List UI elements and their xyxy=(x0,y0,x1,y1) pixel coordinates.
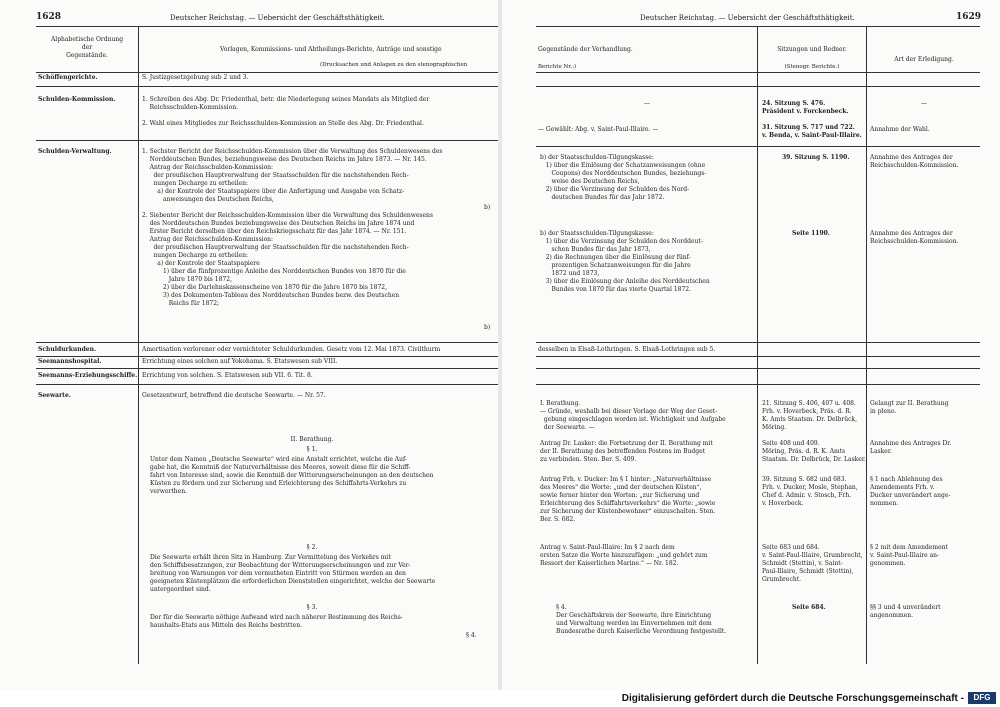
left-col2-subheader: (Drucksachen und Anlagen zu den stenographischen xyxy=(320,62,468,68)
row-4-c1: b) der Staatsschulden-Tilgungskasse: 1) über die Verzinsung der Schulden des Norddeut- schen Bundes für das Jahr 1873, 2) die Rechnungen über die Einlösung der fünf- prozentigen Schatzanweisungen für die Jahre 1872 und 1873, 3) über die Einlösung der Anleihe des Norddeutschen Bundes von 1870 für das vierte Quartal 1872. xyxy=(540,230,710,293)
right-rule-1 xyxy=(536,86,980,87)
seewarte-heading: II. Berathung. xyxy=(290,436,334,443)
entry-seewarte: Gesetzentwurf, betreffend die deutsche Seewarte. — Nr. 57. xyxy=(142,392,326,399)
catchword: § 4. xyxy=(466,632,477,639)
entry-schulden-kommission: 1. Schreiben des Abg. Dr. Friedenthal, betr. die Niederlegung seines Mandats als Mitglied der Reichsschulden-Kommission. 2. Wahl eines Mitgliedes zur Reichsschulden-Kommission an Stelle des Abg. Dr. Friedenthal. xyxy=(142,96,430,127)
right-rule-6 xyxy=(536,384,980,385)
right-col1-sub: Berichte Nr.:) xyxy=(538,64,577,70)
left-col2-header: Vorlagen, Kommissions- und Abtheilungs-Berichte, Anträge und sonstige xyxy=(220,46,442,53)
seewarte-row-1-c3: Gelangt zur II. Berathung in pleno. xyxy=(870,400,949,415)
b-marker-1: b) xyxy=(484,204,491,211)
row-1-c2: 24. Sitzung S. 476. Präsident v. Forckenbeck. xyxy=(762,100,849,115)
seewarte-row-3-c2: 39. Sitzung S. 682 und 683. Frh. v. Ducker, Mosle, Stephan, Chef d. Admir. v. Stosch, Frh. v. Hoverbeck. xyxy=(762,476,858,507)
right-rule-header xyxy=(536,72,980,73)
right-running-header: Deutscher Reichstag. — Uebersicht der Geschäftsthätigkeit. xyxy=(640,14,855,22)
row-4-c3: Annahme des Antrages der Reichsschulden-Kommission. xyxy=(870,230,959,245)
subject-schulden-verwaltung: Schulden-Verwaltung. xyxy=(38,148,112,155)
right-col3-header: Art der Erledigung. xyxy=(894,56,954,63)
paragraph-2-text: Die Seewarte erhält ihren Sitz in Hamburg. Zur Vermittelung des Verkehrs mit den Schiffsbesatzungen, zur Beobachtung der Witterungserscheinungen und zur Ver- breitung von Warnungen vor dem vermutheten Eintritt von Stürmen werden an den geeigneten Küstenplätzen die erforderlichen Dienststellen eingerichtet, welche der Seewarte untergeordnet sind. xyxy=(150,554,436,593)
left-rule-2 xyxy=(36,140,498,141)
seewarte-row-5-c3: §§ 3 und 4 unverändert angenommen. xyxy=(870,604,941,619)
left-rule-1 xyxy=(36,86,498,87)
seewarte-row-1-c1: I. Berathung. — Gründe, weshalb bei dieser Vorlage der Weg der Geset- gebung eingeschlagen worden ist. Wichtigkeit und Aufgabe der Seewarte. — xyxy=(540,400,726,431)
subject-seemanns-erziehungsschiffe: Seemanns-Erziehungsschiffe. xyxy=(38,372,138,379)
right-rule-5 xyxy=(536,368,980,369)
subject-schoeffengerichte: Schöffengerichte. xyxy=(38,74,98,81)
left-rule-4 xyxy=(36,356,498,357)
subject-seemannshospital: Seemannshospital. xyxy=(38,358,102,365)
right-col-divider-1 xyxy=(757,26,758,664)
right-rule-4 xyxy=(536,356,980,357)
paragraph-2-number: § 2. xyxy=(306,544,318,551)
left-rule-6 xyxy=(36,384,498,385)
entry-schuldurkunden: Amortisation verlorener oder vernichteter Schuldurkunden. Gesetz vom 12. Mai 1873. Civilthurm xyxy=(142,346,441,353)
subject-seewarte: Seewarte. xyxy=(38,392,71,399)
row-3-c2: 39. Sitzung S. 1190. xyxy=(782,154,850,161)
entry-schoeffengerichte: S. Justizgesetzgebung sub 2 und 3. xyxy=(142,74,249,81)
dfg-logo: DFG xyxy=(968,692,996,704)
b-marker-2: b) xyxy=(484,324,491,331)
seewarte-row-4-c2: Seite 683 und 684. v. Saint-Paul-Illaire, Grumbrecht, Schmidt (Stettin), v. Saint- Paul-Illaire, Schmidt (Stettin), Grumbrecht. xyxy=(762,544,863,583)
left-rule-5 xyxy=(36,368,498,369)
paragraph-3-number: § 3. xyxy=(306,604,318,611)
seewarte-row-4-c1: Antrag v. Saint-Paul-Illaire: Im § 2 nach dem ersten Satze die Worte hinzuzufügen: „und gehört zum Ressort der Kaiserlichen Marine.“ — Nr. 182. xyxy=(540,544,708,567)
footer-credit: Digitalisierung gefördert durch die Deutsche Forschungsgemeinschaft - xyxy=(621,693,964,704)
seewarte-row-2-c3: Annahme des Antrages Dr. Lasker. xyxy=(870,440,952,455)
subject-schulden-kommission: Schulden-Kommission. xyxy=(38,96,116,103)
seewarte-row-3-c1: Antrag Frh. v. Ducker: Im § 1 hinter: „Naturverhältnisse des Meeres“ die Worte: „und der deutschen Küsten“, sowie ferner hinter den Worten: „zur Sicherung und Erleichterung des Schiffahrtsverkehrs“ die Worte: „sowie zur Sicherung der Küstenbewohner“ einzuschalten. Sten. Ber. S. 682. xyxy=(540,476,716,523)
left-running-header: Deutscher Reichstag. — Uebersicht der Geschäftsthätigkeit. xyxy=(170,14,385,22)
subject-schuldurkunden: Schuldurkunden. xyxy=(38,346,97,353)
paragraph-3-text: Der für die Seewarte nöthige Aufwand wird nach näherer Bestimmung des Reichs- haushalts-Etats aus Mitteln des Reichs bestritten. xyxy=(150,614,403,629)
footer-bar xyxy=(0,690,1000,707)
row-3-c1: b) der Staatsschulden-Tilgungskasse: 1) über die Einlösung der Schatzanweisungen (ohne Coupons) des Norddeutschen Bundes, beziehungs- weise des Deutschen Reichs, 2) über die Verzinsung der Schulden des Nord- deutschen Bundes für das Jahr 1872. xyxy=(540,154,707,201)
right-col2-header: Sitzungen und Redner. xyxy=(777,46,847,53)
spanning-text: desselben in Elsaß-Lothringen. S. Elsaß-Lothringen sub 5. xyxy=(538,346,716,353)
right-col-divider-2 xyxy=(866,26,867,664)
paragraph-1-number: § 1. xyxy=(306,446,318,453)
row-2-c2: 31. Sitzung S. 717 und 722. v. Benda, v. Saint-Paul-Illaire. xyxy=(762,124,862,139)
left-col-divider xyxy=(138,26,139,664)
right-col2-sub: (Stenogr. Berichte.) xyxy=(784,64,840,70)
row-3-c3: Annahme des Antrages der Reichsschulden-Kommission. xyxy=(870,154,959,169)
row-1-c3: — xyxy=(921,100,927,107)
row-4-c2: Seite 1190. xyxy=(792,230,830,237)
left-rule-top xyxy=(36,26,498,27)
seewarte-row-3-c3: § 1 nach Ablehnung des Amendements Frh. v. Ducker unverändert ange- nommen. xyxy=(870,476,951,507)
seewarte-row-4-c3: § 2 mit dem Amendement v. Saint-Paul-Illaire an- genommen. xyxy=(870,544,948,567)
seewarte-row-5-c2: Seite 684. xyxy=(792,604,826,611)
entry-seemannshospital: Errichtung eines solchen auf Yokohama. S. Etatswesen sub VIII. xyxy=(142,358,338,365)
right-page-number: 1629 xyxy=(956,12,982,22)
left-rule-header xyxy=(36,72,498,73)
right-rule-top xyxy=(536,26,980,27)
row-2-c1: — Gewählt: Abg. v. Saint-Paul-Illaire. — xyxy=(538,126,659,133)
left-page-number: 1628 xyxy=(36,12,62,22)
right-rule-2 xyxy=(536,146,980,147)
row-2-c3: Annahme der Wahl. xyxy=(870,126,930,133)
seewarte-row-2-c1: Antrag Dr. Lasker: die Fortsetzung der II. Berathung mit der II. Berathung des betreffenden Postens im Budget zu verbinden. Sten. Ber. S. 409. xyxy=(540,440,713,463)
seewarte-row-1-c2: 21. Sitzung S. 406, 407 u. 408. Frh. v. Hoverbeck, Präs. d. R. K. Amts Staatsm. Dr. Delbrück, Möring. xyxy=(762,400,857,431)
right-col1-header: Gegenstände der Verhandlung. xyxy=(538,46,633,53)
entry-seemanns-erziehungsschiffe: Errichtung von solchen. S. Etatswesen sub VII. 6. Tit. 8. xyxy=(142,372,313,379)
row-1-c1: — xyxy=(644,100,650,107)
paragraph-1-text: Unter dem Namen „Deutsche Seewarte“ wird eine Anstalt errichtet, welche die Auf- gabe hat, die Kenntniß der Naturverhältnisse des Meeres, soweit diese für die Schiff- fahrt von Interesse sind, sowie die Kenntniß der Witterungserscheinungen an den deutschen Küsten zu fördern und zur Sicherung und Erleichterung des Schiffahrts-Verkehrs zu verwerthen. xyxy=(150,456,434,495)
left-rule-3 xyxy=(36,342,498,343)
entry-schulden-verwaltung: 1. Sechster Bericht der Reichsschulden-Kommission über die Verwaltung des Schuldenwesens des Norddeutschen Bundes, beziehungsweise des Deutschen Reichs im Jahre 1873. — Nr. 145. Antrag der Reichsschulden-Kommission: der preußischen Hauptverwaltung der Staatsschulden für die nachstehenden Rech- nungen Decharge zu ertheilen: a) der Kontrole der Staatspapiere über die Anfertigung und Ausgabe von Schatz- anweisungen des Deutschen Reichs, 2. Siebenter Bericht der Reichsschulden-Kommission über die Verwaltung des Schuldenwesens des Norddeutschen Bundes beziehungsweise des Deutschen Reichs im Jahre 1874 und Erster Bericht derselben über den Reichskriegsschatz für das Jahr 1874. — Nr. 151. Antrag der Reichsschulden-Kommission: der preußischen Hauptverwaltung der Staatsschulden für die nachstehenden Rech- nungen Decharge zu ertheilen: a) der Kontrole der Staatspapiere 1) über die fünfprozentige Anleihe des Norddeutschen Bundes von 1870 für die Jahre 1870 bis 1872, 2) über die Darlehnskassenscheine von 1870 für die Jahre 1870 bis 1872, 3) des Dokumenten-Tableau des Norddeutschen Bundes bezw. des Deutschen Reichs für 1872; xyxy=(142,148,443,307)
left-col1-header: Alphabetische Ordnung der Gegenstände. xyxy=(50,36,124,59)
right-rule-3 xyxy=(536,342,980,343)
seewarte-row-2-c2: Seite 408 und 409. Möring, Präs. d. R. K. Amts Staatsm. Dr. Delbrück, Dr. Lasker. xyxy=(762,440,866,463)
seewarte-row-5-c1: § 4. Der Geschäftskreis der Seewarte, ihre Einrichtung und Verwaltung werden im Einvernehmen mit dem Bundesrathe durch Kaiserliche Verordnung festgestellt. xyxy=(556,604,727,635)
